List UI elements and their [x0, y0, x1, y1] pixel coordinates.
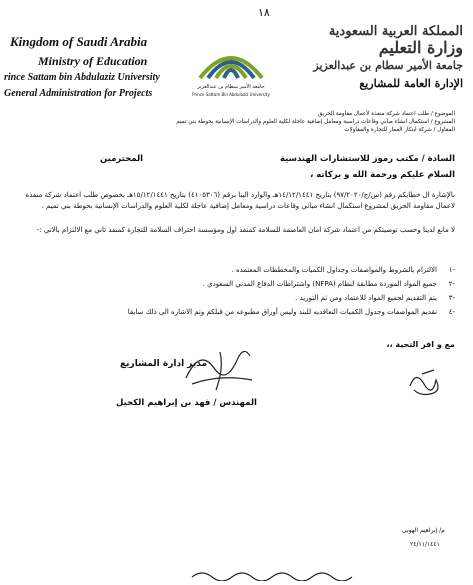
list-item: [15, 279, 455, 289]
header-en-kingdom: Kingdom of Saudi Arabia: [10, 34, 148, 49]
header-en-administration: General Administration for Projects: [4, 88, 153, 99]
signature-scribble: [180, 338, 260, 402]
logo-caption-en: Prince Sattam Bin Abdulaziz University: [192, 92, 270, 97]
list-item: [15, 293, 455, 303]
page-number: ١٨: [258, 6, 270, 19]
signature-title: مدير ادارة المشاريع: [120, 359, 208, 369]
project-line: المشروع / استكمال انشاء مباني وقاعات دراسية ومعامل إضافية عاجلة لكلية العلوم والدراسات الإنسانية بحوطة بني تميم: [176, 119, 455, 125]
header-ar-kingdom: المملكة العربية السعودية: [328, 24, 463, 39]
university-logo-mark: [186, 34, 276, 84]
logo-caption-ar: جامعة الأمير سطام بن عبدالعزيز: [197, 84, 265, 90]
list-item: [15, 307, 455, 317]
closing: مع و افر التحية ،،: [386, 340, 455, 349]
list-item-number: -١: [448, 266, 455, 274]
subject-block: [15, 110, 455, 134]
list-item-text: الالتزام بالشروط والمواصفات وجداول الكميات والمخططات المعتمده .: [231, 266, 437, 274]
footer-note-date: ٢٤/١١/١٤٤١: [410, 541, 440, 548]
header-en-university: rince Sattam bin Abdulaziz University: [4, 72, 160, 83]
header-ar-ministry: وزارة التعليم: [378, 38, 463, 57]
conditions-list: [15, 265, 455, 317]
list-item-text: تقديم المواصفات وجدول الكميات التعاقديه للبند وليس أوراق مطبوعه من قبلكم وتم الاشاره الى ذلك سابقا: [127, 308, 437, 316]
header-en-ministry: Ministry of Education: [38, 54, 148, 68]
signature-name: المهندس / فهد بن إبراهيم الكحيل: [116, 398, 257, 408]
respected: المحترمين: [100, 154, 144, 164]
subject-line: الموضوع / طلب اعتماد شركة منفذة لأعمال مقاومة الحريق: [317, 111, 455, 117]
body-paragraph-2: لا مانع لدينا وحسب توصيتكم من اعتماد شركة امان العاصمة للسلامة كمنفذ اول ومؤسسة احتراف السلامة للتجارة كمنفذ ثاني مع الالتزام بالاتي :-: [36, 226, 455, 234]
list-item-text: جميع المواد الموردة مطابقة لنظام (NFPA) واشتراطات الدفاع المدني السعودي .: [202, 280, 437, 288]
greeting: السلام عليكم ورحمة الله و بركاته ،: [310, 170, 455, 180]
list-item-text: يتم التقديم لجميع المواد للاعتماد ومن ثم التوريد .: [295, 294, 437, 302]
header-ar-administration: الإدارة العامة للمشاريع: [359, 77, 463, 90]
header-ar-university: جامعة الأمير سطام بن عبدالعزيز: [313, 59, 463, 72]
list-item-number: -٣: [448, 294, 455, 302]
body-paragraph-1: بالإشارة ال خطابكم رقم (س/ج/٩٧/٢٠٢٠) بتاريخ ١٤/١٢/١٤٤١هـ والوارد الينا برقم (٤١٠٥٣٠٦) بتاريخ ١٥/١٢/١٤٤١هـ بخصوص طلب اعتماد شركة منفذة لاعمال مقاومة الحريق لمشروع استكمال انشاء مباني وقاعات دراسية ومعامل إضافية عاجلة لكلية العلوم والدراسات الإنسانية بحوطة بني تميم .: [25, 191, 455, 210]
list-item: [15, 265, 455, 275]
university-logo: [186, 34, 276, 100]
list-item-number: -٢: [448, 280, 455, 288]
footer-decoration: [190, 566, 360, 585]
list-item-number: -٤: [448, 308, 455, 316]
footer-note-name: م/ إبراهيم الهوبي: [402, 527, 445, 534]
handwritten-initials: [406, 366, 448, 404]
header-ar-block: [288, 24, 463, 90]
addressee: السادة / مكتب رموز للاستشارات الهندسية: [279, 154, 455, 164]
contractor-line: المقاول / شركة ابتكار العمار للتجارة والمقاولات: [344, 127, 455, 133]
